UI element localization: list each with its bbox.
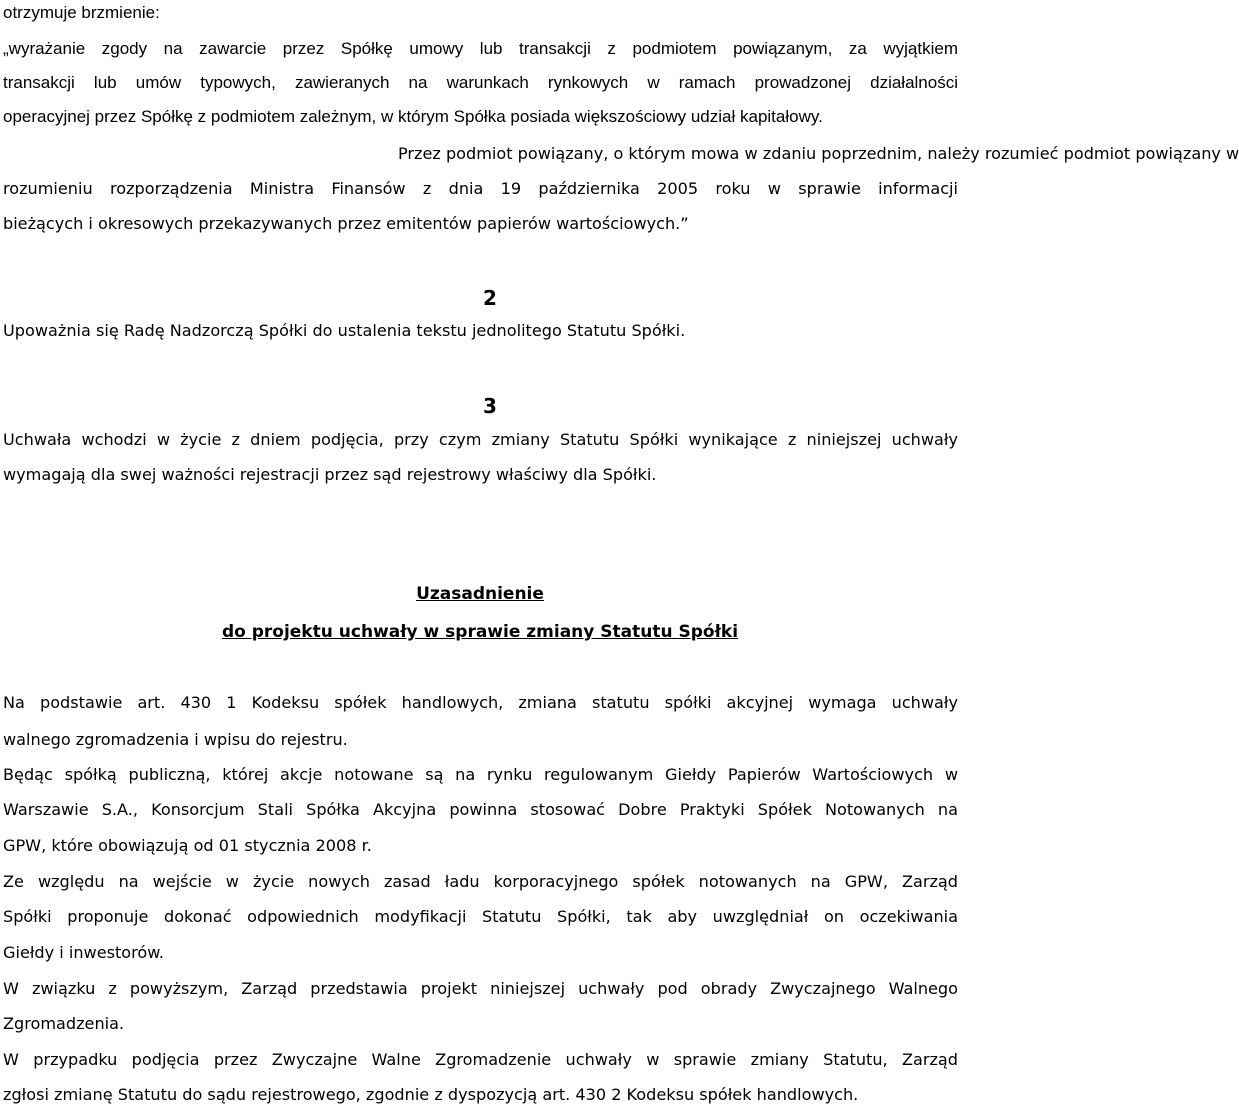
justification-line: W przypadku podjęcia przez Zwyczajne Walne Zgromadzenie uchwały w sprawie zmiany Statutu, Zarząd xyxy=(3,1050,958,1069)
section-2-text: Upoważnia się Radę Nadzorczą Spółki do ustalenia tekstu jednolitego Statutu Spółki. xyxy=(3,321,686,340)
justification-line: Warszawie S.A., Konsorcjum Stali Spółka Akcyjna powinna stosować Dobre Praktyki Spółek Notowanych na xyxy=(3,800,958,819)
section-number: 2 xyxy=(483,286,497,310)
justification-line: Ze względu na wejście w życie nowych zasad ładu korporacyjnego spółek notowanych na GPW, Zarząd xyxy=(3,872,958,891)
amendment-text-line: transakcji lub umów typowych, zawieranych na warunkach rynkowych w ramach prowadzonej działalności xyxy=(3,73,958,92)
justification-line: GPW, które obowiązują od 01 stycznia 2008 r. xyxy=(3,836,372,855)
amendment-text-segment: operacyjnej przez Spółkę z podmiotem zależnym, w którym Spółka posiada większościowy udział kapitałowy. xyxy=(3,107,823,126)
intro-line: otrzymuje brzmienie: xyxy=(3,3,160,22)
amendment-text-line: rozumieniu rozporządzenia Ministra Finansów z dnia 19 października 2005 roku w sprawie informacji xyxy=(3,179,958,198)
section-number: 3 xyxy=(483,394,497,418)
justification-subtitle: do projektu uchwały w sprawie zmiany Statutu Spółki xyxy=(221,622,739,642)
justification-line: Zgromadzenia. xyxy=(3,1014,125,1033)
justification-line: W związku z powyższym, Zarząd przedstawia projekt niniejszej uchwały pod obrady Zwyczajnego Walnego xyxy=(3,979,958,998)
amendment-text-line: bieżących i okresowych przekazywanych przez emitentów papierów wartościowych.” xyxy=(3,214,689,233)
amendment-text-line: „wyrażanie zgody na zawarcie przez Spółkę umowy lub transakcji z podmiotem powiązanym, za wyjątkiem xyxy=(3,39,958,58)
justification-line: walnego zgromadzenia i wpisu do rejestru. xyxy=(3,730,348,749)
section-2-heading xyxy=(465,286,497,310)
justification-line: Będąc spółką publiczną, której akcje notowane są na rynku regulowanym Giełdy Papierów Wartościowych w xyxy=(3,765,958,784)
section-3-text-line: Uchwała wchodzi w życie z dniem podjęcia, przy czym zmiany Statutu Spółki wynikające z niniejszej uchwały xyxy=(3,430,958,449)
justification-line: Giełdy i inwestorów. xyxy=(3,943,165,962)
amendment-text-line xyxy=(3,106,823,128)
justification-line: Spółki proponuje dokonać odpowiednich modyfikacji Statutu Spółki, tak aby uwzględniał on oczekiwania xyxy=(3,907,958,926)
amendment-text-line: Przez podmiot powiązany, o którym mowa w zdaniu poprzednim, należy rozumieć podmiot powiązany w xyxy=(398,144,1239,163)
justification-title: Uzasadnienie xyxy=(416,584,544,604)
section-3-text-line: wymagają dla swej ważności rejestracji przez sąd rejestrowy właściwy dla Spółki. xyxy=(3,465,657,484)
section-3-heading xyxy=(465,394,497,418)
justification-line: Na podstawie art. 430 1 Kodeksu spółek handlowych, zmiana statutu spółki akcyjnej wymaga uchwały xyxy=(3,693,958,712)
justification-line: zgłosi zmianę Statutu do sądu rejestrowego, zgodnie z dyspozycją art. 430 2 Kodeksu spółek handlowych. xyxy=(3,1085,859,1104)
